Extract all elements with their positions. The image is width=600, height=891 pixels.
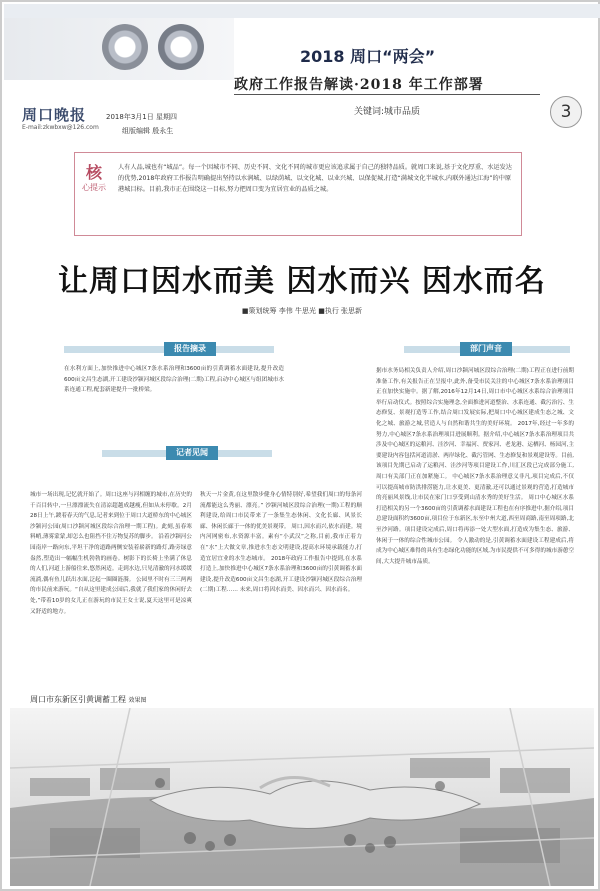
issue-date: 2018年3月1日 星期四 bbox=[106, 113, 177, 121]
byline: ■策划统筹 李伟 牛思光 ■执行 张思新 bbox=[241, 307, 363, 315]
report-excerpt-banner bbox=[64, 342, 274, 356]
header-divider bbox=[234, 94, 540, 95]
map-caption-subtitle: 效果图 bbox=[128, 697, 147, 704]
department-voice-title: 部门声音 bbox=[460, 342, 512, 356]
reporter-view-banner bbox=[102, 446, 272, 460]
project-map-image bbox=[10, 708, 594, 886]
map-caption bbox=[30, 694, 147, 705]
report-excerpt-text: 在水利方面上,加快推进中心城区7条水系治理和3600亩的引黄调蓄水面建设,提升改造600亩文昌生态湖,开工建设沙颍河城区段综合治理(二期)工程,启动中心城区与组团城市水系连通工程,配套新建提升一批桥梁。 bbox=[64, 366, 284, 394]
reporter-view-text-col2: 秋天一片金黄,在这里散步健身心情特别好,希望我们周口的每条河流都能这么秀丽、漂亮。” 沙颍河城区段综合治理(一期)工程的顺利建设,给周口市民带来了一条集生态休闲、文化长廊、风景长廊、休闲长廊于一体的优美景观带。 周口,因水而兴,依水而建。境内河网密布,水资源丰富。素有“小武汉”之称,目前,我市正着力在“水”上大做文章,推进水生态文明建设,提高水环境承载能力,打造宜居宜业的水生态城市。 2018年政府工作报告中提到,在水系打造上,加快推进中心城区7条水系治理和3600亩的引黄调蓄水面建设,提升改造600亩文昌生态湖,开工建设沙颍河城区段综合治理(二期)工程…… 未来,周口将因水而美、因水而兴、因水而名。 bbox=[200, 492, 362, 594]
main-headline: 让周口因水而美 因水而兴 因水而名 bbox=[58, 264, 546, 299]
keyword-label: 关键词:城市品质 bbox=[354, 107, 421, 117]
national-emblem-icon bbox=[102, 24, 148, 70]
reporter-view-text-col1: 城市一场出现,记忆就开始了。周口这座与河相缠的城市,在历史的千百目转中,一旦漂漂流失在清凉超越成越瘦,但如从未停歇。2月28日上午,踱着春天的气息,记者来到位于周口大道桥东的中心城区沙颍河公园(周口沙颍河城区段综合治理一期工程)。此刻,虽春寒料峭,薄雾蒙蒙,却怎么也阻挡不住万物复苏的脚步。 沿着沙颍河公园南岸一路向东,平坦干净的道路两侧安装着崭新的路灯,路旁绿意盎然,塑造出一幅幅生机勃勃的画卷。树影下的长椅上坐满了休息的人们,河道上游船往来,悠然闲适。走到水边,只见清澈的河水缓缓流淌,偶有鱼儿跃出水面,泛起一圈圈涟漪。 公园里不时有三三两两的市民前来游玩。“自从这里建成公园后,我就了我们家的休闲好去处,”带着10岁的女儿正在游玩的市民王女士说,夏天这里可是凉爽又舒适的地方。 bbox=[30, 492, 192, 615]
report-excerpt-title: 报告摘录 bbox=[164, 342, 216, 356]
core-hint-label-big: 核 bbox=[85, 163, 102, 182]
cppcc-emblem-icon bbox=[158, 24, 204, 70]
newspaper-brand: 周口晚报 bbox=[22, 106, 87, 124]
core-hint-label bbox=[82, 160, 106, 193]
core-hint-text: 人有人品,城也有“城品”。每一个因城市不同、历史不同、文化不同的城市更应该追求属于自己的独特品质。就周口来说,基于文化厚重、水运发达的优势,2018年政府工作报告明确提出坚持以水润城、以绿荫城、以文化城、以业兴城、以保促城,打造“满城文化半城水,内联外通达江海”的中原港城目标。目前,我市正在围绕这一目标,努力把周口变为宜居宜业的品质之城。 bbox=[118, 164, 512, 193]
core-hint-label-small: 心提示 bbox=[82, 183, 106, 192]
reporter-view-title: 记者见闻 bbox=[166, 446, 218, 460]
page-number: 3 bbox=[550, 96, 582, 128]
page-subtitle: 政府工作报告解读·2018 年工作部署 bbox=[234, 77, 484, 93]
department-voice-banner bbox=[404, 342, 570, 356]
layout-editor: 组版编辑 殷永生 bbox=[122, 127, 174, 135]
department-voice-text: 据市水务局相关负责人介绍,周口沙颍河城区段综合治理(二期)工程正在进行前期准备工作,有关报告正在呈报中,此外,备受市民关注的中心城区7条水系治理项目正在加快实施中。据了解,2016年12月14日,周口市中心城区水系综合治理项目举行启动仪式。按照综合实施理念,全面推进河道整治、水系连通、截污治污、生态修复、景观打造等工作,结合周口发展实际,把周口中心城区建成生态之城、文化之城、旅游之城,营造人与自然和谐共生的美好环境。 2017年,经过一年多的努力,中心城区7条水系治理项目进展顺利。据介绍,中心城区7条水系治理项目共涉及中心城区的运粮河、洼沙河、幸福河、贾家河、老龙港、运栖河、杨园河,主要建设内容包括河道清淤、两岸绿化、截污管网、生态修复和景观建设等。目前,该项目先期已启动了运粮河、洼沙河等项目建设工作,川汇区段已完成部分施工,周口有关部门正在加紧施工。 中心城区7条水系治理意义非凡,项目完成后,不仅可以提高城市防洪排涝能力,让水更美、更清澈,还可以通过景观的营造,打造城市的亮丽风景线,让市民在家门口享受到山清水秀的美好生活。 周口中心城区水系打造相关的另一个3600亩的引黄调蓄水面建设工程也在有序推进中,据介绍,项目总建设面积约3600亩,项目位于东新区,东至中州大道,西至周商路,南至周项路,北至沙河路。项目建设完成后,周口将再添一处大型水面,打造成为集生态、旅游、休闲于一体的综合性城市公园。 令人激动的是,引黄调蓄水面建设工程建成后,将成为中心城区难得的具有生态绿化功能的区域,为市民提供不可多得的城市游憩空间,大大提升城市品质。 bbox=[376, 368, 574, 565]
map-caption-title: 周口市东新区引黄调蓄工程 bbox=[30, 695, 126, 704]
newspaper-email: E-mail:zkwbxw@126.com bbox=[22, 124, 99, 131]
header-band bbox=[4, 4, 600, 18]
page-title: 2018 周口“两会” bbox=[300, 47, 436, 66]
